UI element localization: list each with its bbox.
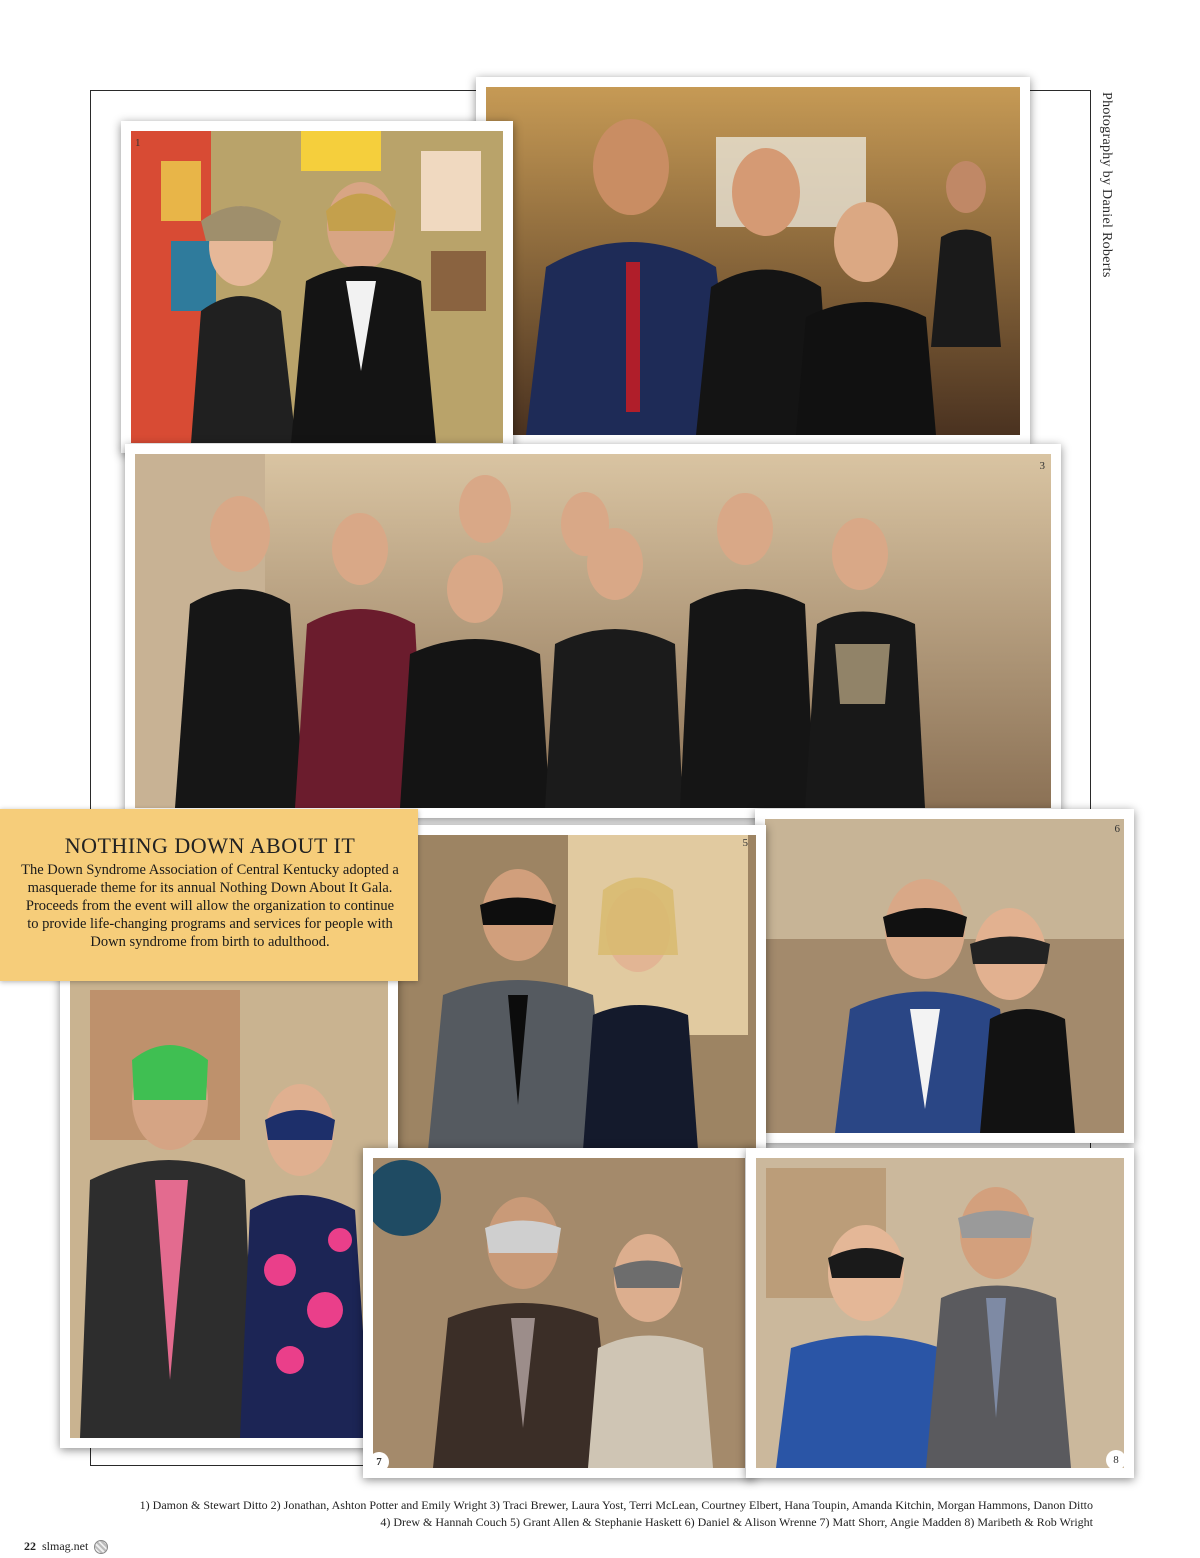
photo-8[interactable] bbox=[746, 1148, 1134, 1478]
photo-4[interactable] bbox=[60, 970, 398, 1448]
photo-7[interactable] bbox=[363, 1148, 755, 1478]
photo-7-number: 7 bbox=[369, 1452, 389, 1472]
photo-3-image bbox=[135, 454, 1051, 808]
caption-line-1: 1) Damon & Stewart Ditto 2) Jonathan, Ashton Potter and Emily Wright 3) Traci Brewer, Laura Yost, Terri McLean, Courtney Elbert, Hana Toupin, Amanda Kitchin, Morgan Hammons, Danon Ditto bbox=[139, 1498, 1093, 1512]
photo-6-image bbox=[765, 819, 1124, 1133]
page-number: 22 bbox=[24, 1539, 36, 1553]
photo-5-number: 5 bbox=[742, 837, 748, 849]
story-body: The Down Syndrome Association of Central Kentucky adopted a masquerade theme for its annual Nothing Down About It Gala. Proceeds from the event will allow the organization to continue to provide life-changing programs and services for people with Down syndrome from birth to adulthood. bbox=[21, 862, 399, 950]
logo-seal-icon bbox=[94, 1540, 108, 1554]
photo-4-image bbox=[70, 980, 388, 1438]
photo-1[interactable] bbox=[121, 121, 513, 453]
photo-1-number: 1 bbox=[135, 137, 141, 149]
photo-5-image bbox=[398, 835, 756, 1150]
photo-8-number: 8 bbox=[1106, 1450, 1126, 1470]
photo-credit: Photography by Daniel Roberts bbox=[1099, 92, 1114, 278]
page-footer bbox=[24, 1539, 108, 1554]
caption-line-2: 4) Drew & Hannah Couch 5) Grant Allen & Stephanie Haskett 6) Daniel & Alison Wrenne 7) Matt Shorr, Angie Madden 8) Maribeth & Rob Wright bbox=[380, 1515, 1093, 1529]
photo-8-image bbox=[756, 1158, 1124, 1468]
photo-6-number: 6 bbox=[1114, 823, 1120, 835]
photo-7-image bbox=[373, 1158, 745, 1468]
photo-5[interactable] bbox=[388, 825, 766, 1160]
story-box bbox=[0, 809, 418, 981]
photo-captions bbox=[120, 1497, 1093, 1531]
photo-6[interactable] bbox=[755, 809, 1134, 1143]
photo-1-image bbox=[131, 131, 503, 443]
photo-2-image bbox=[486, 87, 1020, 435]
photo-3-number: 3 bbox=[1039, 460, 1045, 472]
photo-3[interactable] bbox=[125, 444, 1061, 818]
story-title: NOTHING DOWN ABOUT IT bbox=[64, 833, 356, 858]
site-name: slmag.net bbox=[42, 1539, 89, 1553]
photo-2[interactable] bbox=[476, 77, 1030, 445]
